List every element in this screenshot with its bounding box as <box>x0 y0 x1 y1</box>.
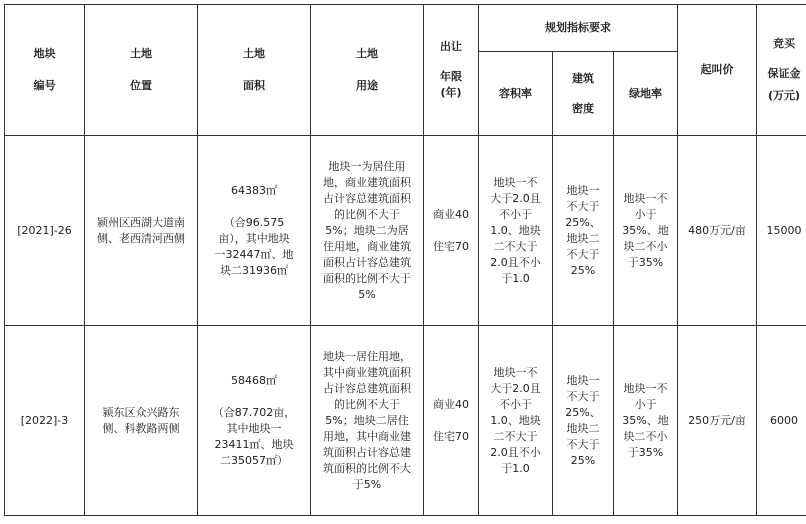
parcel-far: 地块一不 大于2.0且 不小于 1.0、地块 二不大于 2.0且不小 于1.0 <box>479 136 553 326</box>
header-area: 土地 面积 <box>198 5 311 136</box>
parcel-term: 商业40 住宅70 <box>424 326 479 516</box>
parcel-term: 商业40 住宅70 <box>424 136 479 326</box>
parcel-area: 58468㎡ （合87.702亩， 其中地块一 23411㎡、地块 二35057㎡） <box>198 326 311 516</box>
header-use: 土地 用途 <box>311 5 424 136</box>
header-location: 土地 位置 <box>85 5 198 136</box>
parcel-area: 64383㎡ （合96.575 亩），其中地块 一32447㎡、地 块二31936㎡ <box>198 136 311 326</box>
parcel-use: 地块一居住用地， 其中商业建筑面积 占计容总建筑面积 的比例不大于 5%；地块二居住 用地，其中商业建 筑面积占计容总建 筑面积的比例不大 于5% <box>311 326 424 516</box>
header-planning: 规划指标要求 <box>479 5 678 52</box>
parcel-use: 地块一为居住用 地，商业建筑面积 占计容总建筑面积 的比例不大于 5%；地块二为居 住用地，商业建筑 面积占计容总建筑 面积的比例不大于 5% <box>311 136 424 326</box>
header-green: 绿地率 <box>614 52 678 136</box>
header-far: 容积率 <box>479 52 553 136</box>
header-parcel-id: 地块 编号 <box>5 5 85 136</box>
parcel-green: 地块一不 小于 35%、地 块二不小 于35% <box>614 136 678 326</box>
parcel-density: 地块一 不大于 25%、 地块二 不大于 25% <box>553 326 614 516</box>
parcel-deposit: 6000 <box>757 326 806 516</box>
header-start-price: 起叫价 <box>678 5 757 136</box>
parcel-green: 地块一不 小于 35%、地 块二不小 于35% <box>614 326 678 516</box>
parcel-location: 颍东区众兴路东 侧、科教路两侧 <box>85 326 198 516</box>
parcel-price: 250万元/亩 <box>678 326 757 516</box>
parcel-id: [2021]-26 <box>5 136 85 326</box>
header-density: 建筑 密度 <box>553 52 614 136</box>
table-row <box>5 326 806 516</box>
parcel-density: 地块一 不大于 25%、 地块二 不大于 25% <box>553 136 614 326</box>
parcel-deposit: 15000 <box>757 136 806 326</box>
table-row <box>5 136 806 326</box>
parcel-price: 480万元/亩 <box>678 136 757 326</box>
parcel-far: 地块一不 大于2.0且 不小于 1.0、地块 二不大于 2.0且不小 于1.0 <box>479 326 553 516</box>
land-auction-table <box>4 4 806 516</box>
header-term: 出让 年限 (年) <box>424 5 479 136</box>
header-deposit: 竞买 保证金 (万元) <box>757 5 806 136</box>
parcel-id: [2022]-3 <box>5 326 85 516</box>
parcel-location: 颍州区西湖大道南 侧、老西清河西侧 <box>85 136 198 326</box>
